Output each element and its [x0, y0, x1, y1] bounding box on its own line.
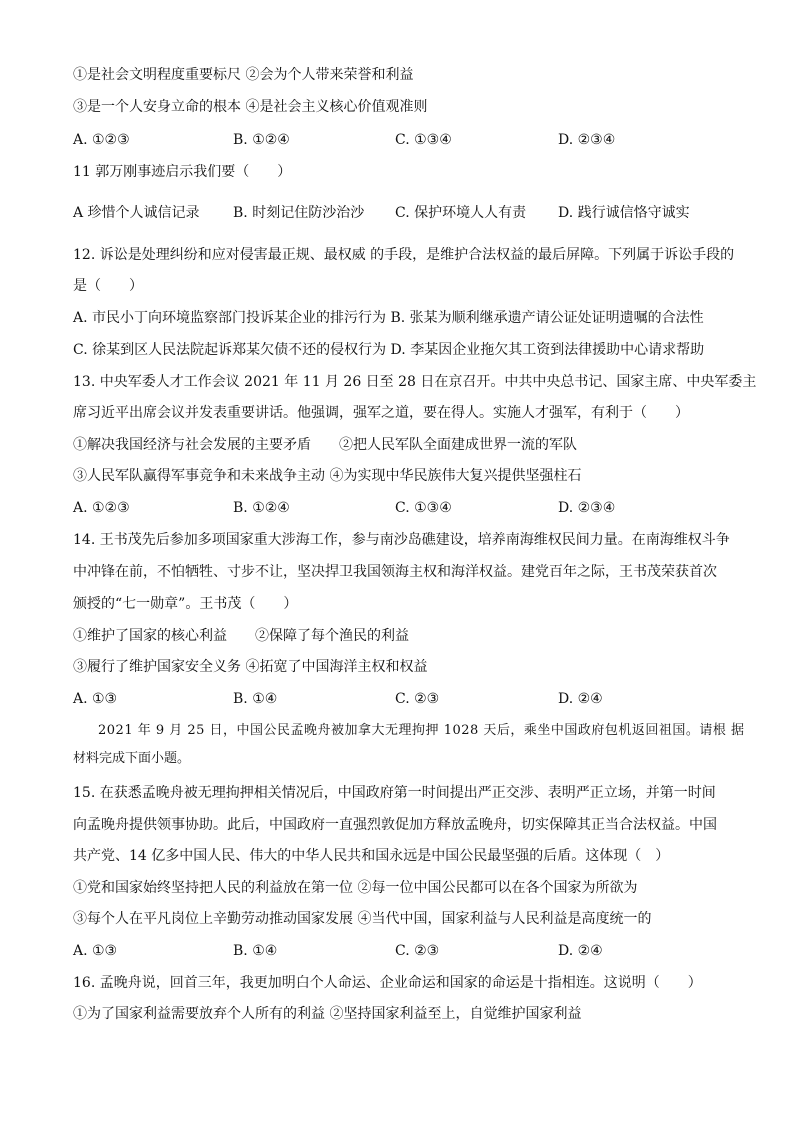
q12-options-ab: A. 市民小丁向环境监察部门投诉某企业的排污行为 B. 张某为顺利继承遗产请公证处证明遗嘱的合法性 — [73, 310, 704, 326]
q14-statements-1: ①维护了国家的核心利益 ②保障了每个渔民的利益 — [73, 628, 409, 644]
material-intro-1: 2021 年 9 月 25 日，中国公民孟晚舟被加拿大无理拘押 1028 天后，乘坐中国政府包机返回祖国。请根 据 — [98, 723, 745, 738]
q13-stem-2: 席习近平出席会议并发表重要讲话。他强调，强军之道，要在得人。实施人才强军，有利于（ ） — [73, 405, 689, 421]
q15-statements-1: ①党和国家始终坚持把人民的利益放在第一位 ②每一位中国公民都可以在各个国家为所欲为 — [73, 880, 638, 896]
q10-option-a: A. ①②③ — [73, 132, 130, 148]
q14-statements-2: ③履行了维护国家安全义务 ④拓宽了中国海洋主权和权益 — [73, 659, 428, 675]
q10-statements-2: ③是一个人安身立命的根本 ④是社会主义核心价值观准则 — [73, 99, 428, 115]
q11-stem: 11 郭万刚事迹启示我们要（ ） — [73, 164, 292, 180]
material-intro-2: 材料完成下面小题。 — [73, 751, 191, 766]
q10-option-b: B. ①②④ — [233, 132, 290, 148]
q10-statements-1: ①是社会文明程度重要标尺 ②会为个人带来荣誉和利益 — [73, 67, 414, 83]
q14-stem-3: 颁授的“七一勋章”。王书茂（ ） — [73, 596, 298, 612]
q16-stem: 16. 孟晚舟说，回首三年，我更加明白个人命运、企业命运和国家的命运是十指相连。这说明（ ） — [73, 975, 702, 991]
q13-statements-1: ①解决我国经济与社会发展的主要矛盾 ②把人民军队全面建成世界一流的军队 — [73, 437, 577, 453]
q14-option-c: C. ②③ — [395, 691, 440, 707]
q15-stem-3: 共产党、14 亿多中国人民、伟大的中华人民共和国永远是中国公民最坚强的后盾。这体现（ ） — [73, 848, 670, 864]
q14-stem-1: 14. 王书茂先后参加多项国家重大涉海工作，参与南沙岛礁建设，培养南海维权民间力量。在南海维权斗争 — [73, 532, 730, 548]
q15-stem-2: 向孟晚舟提供领事协助。此后，中国政府一直强烈敦促加方释放孟晚舟，切实保障其正当合法权益。中国 — [73, 817, 717, 833]
q12-stem-1: 12. 诉讼是处理纠纷和应对侵害最正规、最权威 的手段，是维护合法权益的最后屏障。下列属于诉讼手段的 — [73, 247, 735, 263]
q15-option-b: B. ①④ — [233, 943, 278, 959]
q12-options-cd: C. 徐某到区人民法院起诉郑某欠债不还的侵权行为 D. 李某因企业拖欠其工资到法律援助中心请求帮助 — [73, 342, 705, 358]
q14-option-d: D. ②④ — [558, 691, 603, 707]
q14-option-b: B. ①④ — [233, 691, 278, 707]
q15-option-c: C. ②③ — [395, 943, 440, 959]
q12-stem-2: 是（ ） — [73, 278, 143, 294]
q16-statements-1: ①为了国家利益需要放弃个人所有的利益 ②坚持国家利益至上，自觉维护国家利益 — [73, 1006, 582, 1022]
q15-stem-1: 15. 在获悉孟晚舟被无理拘押相关情况后，中国政府第一时间提出严正交涉、表明严正立场，并第一时间 — [73, 785, 716, 801]
q13-stem-1: 13. 中央军委人才工作会议 2021 年 11 月 26 日至 28 日在京召开。中共中央总书记、国家主席、中央军委主 — [73, 374, 757, 390]
q11-option-d: D. 践行诚信恪守诚实 — [558, 205, 690, 221]
q13-option-c: C. ①③④ — [395, 500, 452, 516]
q13-option-b: B. ①②④ — [233, 500, 290, 516]
q11-option-c: C. 保护环境人人有责 — [395, 205, 527, 221]
q10-option-d: D. ②③④ — [558, 132, 616, 148]
q13-statements-2: ③人民军队赢得军事竞争和未来战争主动 ④为实现中华民族伟大复兴提供坚强柱石 — [73, 468, 582, 484]
q11-option-b: B. 时刻记住防沙治沙 — [233, 205, 365, 221]
q15-option-a: A. ①③ — [73, 943, 118, 959]
q15-option-d: D. ②④ — [558, 943, 603, 959]
q14-option-a: A. ①③ — [73, 691, 118, 707]
q13-option-d: D. ②③④ — [558, 500, 616, 516]
q13-option-a: A. ①②③ — [73, 500, 130, 516]
q10-option-c: C. ①③④ — [395, 132, 452, 148]
q14-stem-2: 中冲锋在前，不怕牺牲、寸步不让，坚决捍卫我国领海主权和海洋权益。建党百年之际，王书茂荣获首次 — [73, 564, 717, 580]
q15-statements-2: ③每个人在平凡岗位上辛勤劳动推动国家发展 ④当代中国，国家利益与人民利益是高度统一的 — [73, 911, 652, 927]
q11-option-a: A 珍惜个人诚信记录 — [73, 205, 200, 221]
